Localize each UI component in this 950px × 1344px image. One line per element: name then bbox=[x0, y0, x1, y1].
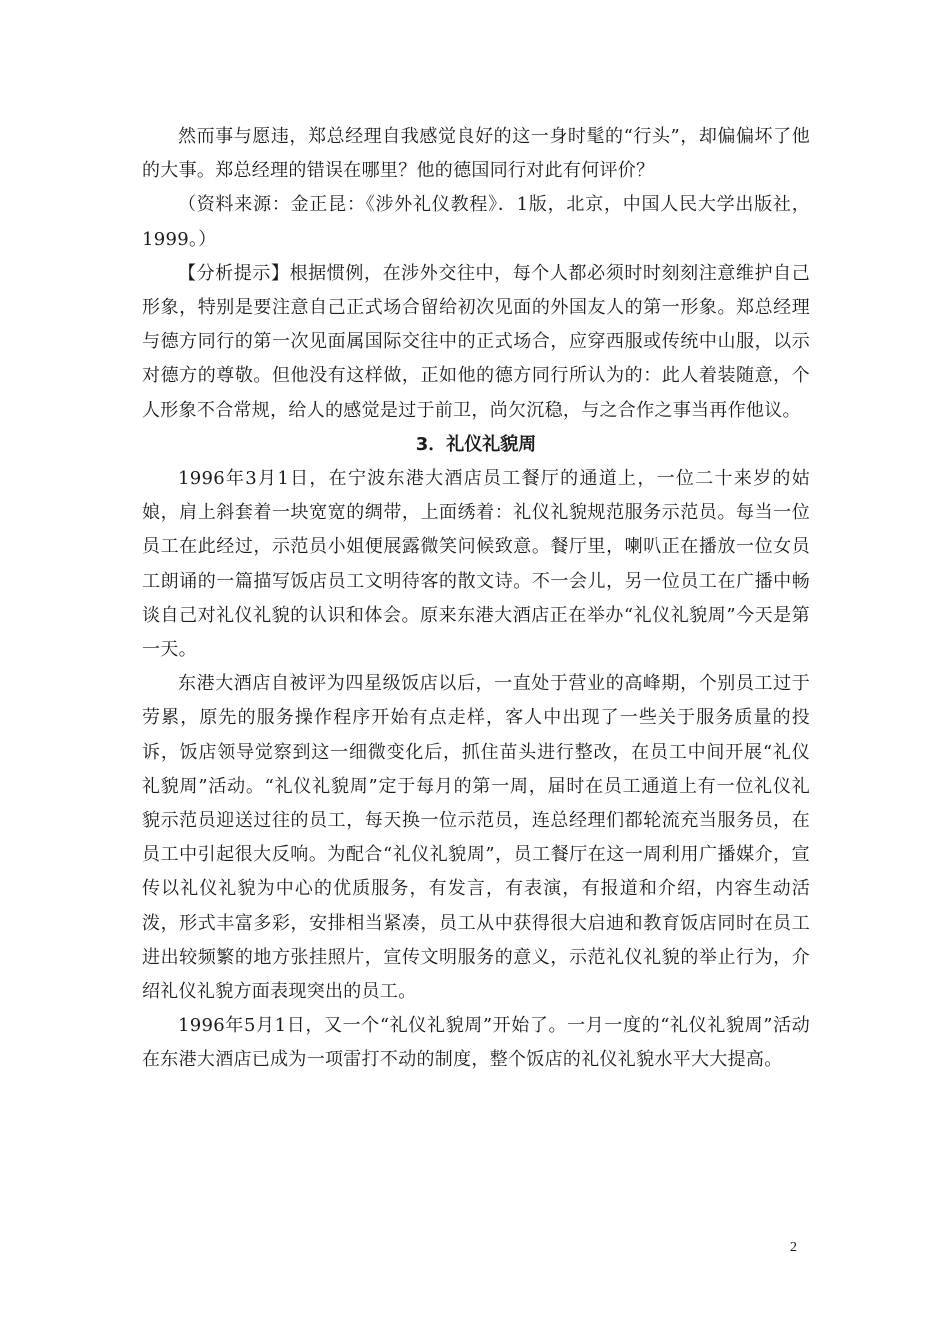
page-number: 2 bbox=[790, 1240, 797, 1255]
section-title: 3．礼仪礼貌周 bbox=[415, 433, 537, 455]
paragraph-etiquette-week-background: 东港大酒店自被评为四星级饭店以后，一直处于营业的高峰期，个别员工过于劳累，原先的服务操作程序开始有点走样，客人中出现了一些关于服务质量的投诉，饭店领导觉察到这一细微变化后，抓住苗头进行整改，在员工中间开展“礼仪礼貌周”活动。“礼仪礼貌周”定于每月的第一周，届时在员工通道上有一位礼仪礼貌示范员迎送过往的员工，每天换一位示范员，连总经理们都轮流充当服务员，在员工中引起很大反响。为配合“礼仪礼貌周”，员工餐厅在这一周利用广播媒介，宣传以礼仪礼貌为中心的优质服务，有发言，有表演，有报道和介绍，内容生动活泼，形式丰富多彩，安排相当紧凑，员工从中获得很大启迪和教育饭店同时在员工进出较频繁的地方张挂照片，宣传文明服务的意义，示范礼仪礼貌的举止行为，介绍礼仪礼貌方面表现突出的员工。 bbox=[142, 673, 810, 1003]
paragraph-source-citation: （资料来源：金正昆：《涉外礼仪教程》．1版，北京，中国人民大学出版社，1999。） bbox=[142, 194, 810, 250]
paragraph-case-question: 然而事与愿违，郑总经理自我感觉良好的这一身时髦的“行头”，却偏偏坏了他的大事。郑总经理的错误在哪里？他的德国同行对此有何评价？ bbox=[142, 126, 810, 182]
paragraph-analysis-hint: 【分析提示】根据惯例，在涉外交往中，每个人都必须时时刻刻注意维护自己形象，特别是要注意自己正式场合留给初次见面的外国友人的第一形象。郑总经理与德方同行的第一次见面属国际交往中的正式场合，应穿西服或传统中山服，以示对德方的尊敬。但他没有这样做，正如他的德方同行所认为的：此人着装随意，个人形象不合常规，给人的感觉是过于前卫，尚欠沉稳，与之合作之事当再作他议。 bbox=[142, 262, 810, 421]
document-body bbox=[142, 120, 810, 1078]
paragraph-etiquette-week-conclusion: 1996年5月1日，又一个“礼仪礼貌周”开始了。一月一度的“礼仪礼貌周”活动在东港大酒店已成为一项雷打不动的制度，整个饭店的礼仪礼貌水平大大提高。 bbox=[142, 1015, 810, 1071]
paragraph-etiquette-week-intro: 1996年3月1日，在宁波东港大酒店员工餐厅的通道上，一位二十来岁的姑娘，肩上斜套着一块宽宽的绸带，上面绣着：礼仪礼貌规范服务示范员。每当一位员工在此经过，示范员小姐便展露微笑问候致意。餐厅里，喇叭正在播放一位女员工朗诵的一篇描写饭店员工文明待客的散文诗。不一会儿，另一位员工在广播中畅谈自己对礼仪礼貌的认识和体会。原来东港大酒店正在举办“礼仪礼貌周”今天是第一天。 bbox=[142, 468, 810, 661]
